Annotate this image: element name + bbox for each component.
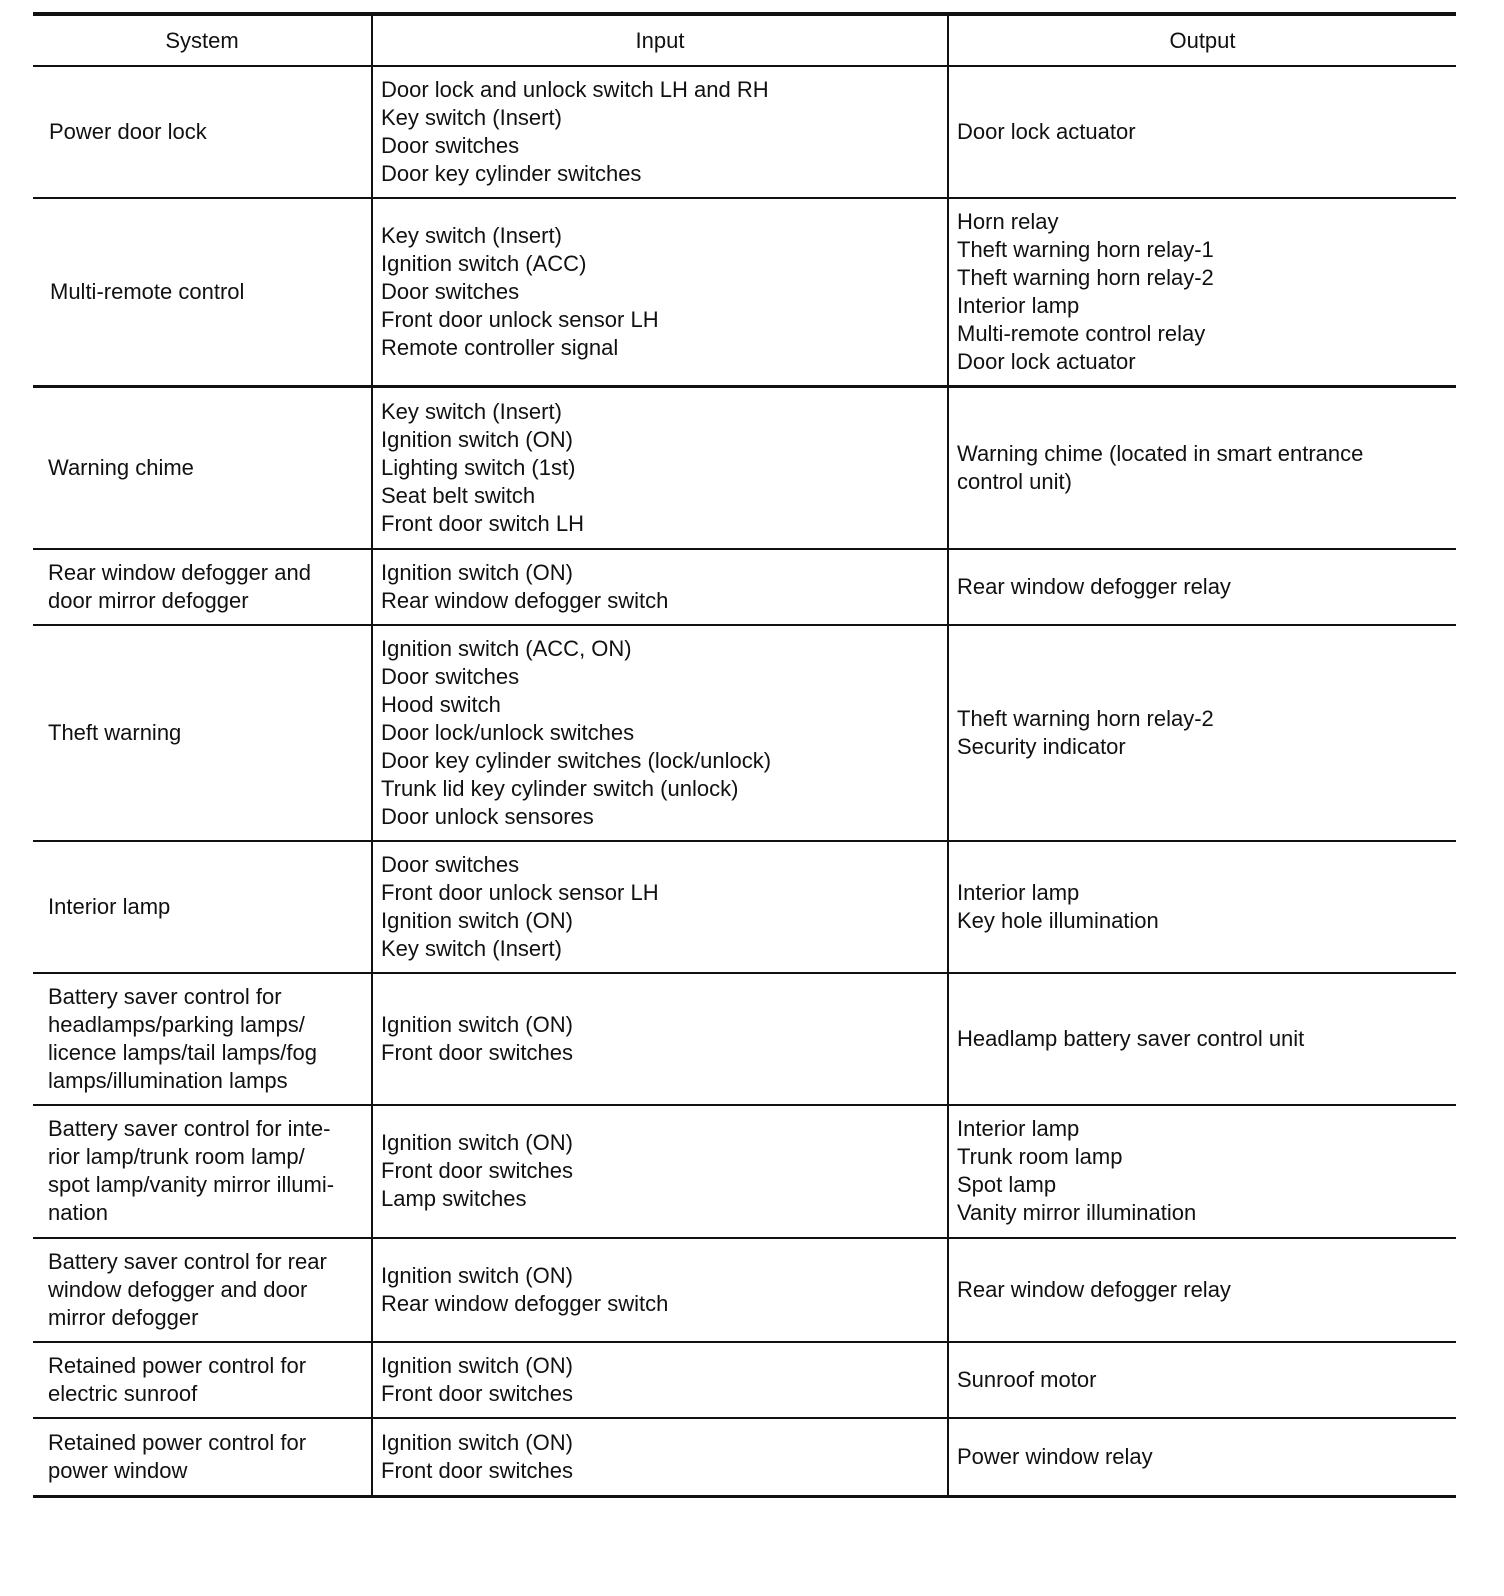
system-line: door mirror defogger bbox=[48, 587, 249, 613]
header-system: System bbox=[33, 14, 372, 66]
output-line: Multi-remote control relay bbox=[957, 321, 1206, 346]
system-line: window defogger and door bbox=[48, 1276, 308, 1302]
system-cell bbox=[33, 1238, 372, 1342]
input-cell bbox=[372, 1418, 948, 1497]
output-line: Door lock actuator bbox=[957, 119, 1136, 144]
input-line: Seat belt switch bbox=[381, 482, 536, 508]
system-line: Battery saver control for inte- bbox=[48, 1116, 331, 1141]
output-cell bbox=[948, 1105, 1456, 1238]
input-line: Ignition switch (ON) bbox=[381, 1352, 573, 1378]
system-line: mirror defogger bbox=[48, 1304, 199, 1330]
output-cell bbox=[948, 1238, 1456, 1342]
output-line: Rear window defogger relay bbox=[957, 1276, 1231, 1302]
system-line: Battery saver control for bbox=[48, 983, 282, 1009]
input-line: Ignition switch (ON) bbox=[381, 559, 573, 585]
output-line: Interior lamp bbox=[957, 879, 1080, 905]
system-cell bbox=[33, 625, 372, 841]
system-line: Multi-remote control bbox=[50, 279, 245, 304]
output-line: Warning chime (located in smart entrance bbox=[957, 440, 1364, 466]
table-row bbox=[33, 1105, 1456, 1238]
system-cell bbox=[33, 1342, 372, 1418]
output-line: Horn relay bbox=[957, 209, 1059, 234]
output-line: Interior lamp bbox=[957, 293, 1080, 318]
input-line: Lighting switch (1st) bbox=[381, 454, 576, 480]
output-line: Theft warning horn relay-2 bbox=[957, 265, 1214, 290]
input-line: Key switch (Insert) bbox=[381, 398, 562, 424]
input-line: Front door switches bbox=[381, 1039, 573, 1065]
header-input: Input bbox=[372, 14, 948, 66]
system-cell bbox=[33, 387, 372, 549]
system-line: Power door lock bbox=[49, 119, 207, 144]
output-line: Door lock actuator bbox=[957, 349, 1136, 374]
input-line: Door key cylinder switches bbox=[381, 161, 642, 186]
system-line: Retained power control for bbox=[48, 1429, 307, 1455]
output-cell bbox=[948, 625, 1456, 841]
table-row bbox=[33, 387, 1456, 549]
input-line: Ignition switch (ACC) bbox=[381, 251, 587, 276]
table-body bbox=[33, 66, 1456, 1497]
input-line: Front door unlock sensor LH bbox=[381, 307, 659, 332]
system-line: headlamps/parking lamps/ bbox=[48, 1011, 305, 1037]
input-line: Door lock/unlock switches bbox=[381, 719, 635, 745]
system-cell bbox=[33, 198, 372, 387]
input-line: Front door unlock sensor LH bbox=[381, 879, 659, 905]
table-header bbox=[33, 14, 1456, 66]
system-line: licence lamps/tail lamps/fog bbox=[48, 1039, 318, 1065]
input-line: Key switch (Insert) bbox=[381, 935, 562, 961]
input-line: Remote controller signal bbox=[381, 335, 619, 360]
input-cell bbox=[372, 841, 948, 973]
table-row bbox=[33, 625, 1456, 841]
input-line: Ignition switch (ACC, ON) bbox=[381, 635, 632, 661]
output-line: Theft warning horn relay-1 bbox=[957, 237, 1214, 262]
system-line: Rear window defogger and bbox=[48, 559, 311, 585]
output-cell bbox=[948, 1342, 1456, 1418]
system-io-table bbox=[33, 12, 1456, 1498]
input-line: Ignition switch (ON) bbox=[381, 1011, 573, 1037]
input-line: Rear window defogger switch bbox=[381, 1290, 669, 1316]
system-cell bbox=[33, 1418, 372, 1497]
input-cell bbox=[372, 1238, 948, 1342]
input-line: Ignition switch (ON) bbox=[381, 1429, 573, 1455]
output-line: Spot lamp bbox=[957, 1172, 1057, 1197]
output-line: Trunk room lamp bbox=[957, 1144, 1123, 1169]
input-cell bbox=[372, 387, 948, 549]
table-row bbox=[33, 973, 1456, 1105]
output-cell bbox=[948, 549, 1456, 625]
table-row bbox=[33, 66, 1456, 198]
input-line: Trunk lid key cylinder switch (unlock) bbox=[381, 775, 739, 801]
input-line: Front door switches bbox=[381, 1457, 573, 1483]
input-line: Door switches bbox=[381, 851, 520, 877]
output-line: Sunroof motor bbox=[957, 1366, 1097, 1392]
input-line: Door switches bbox=[381, 663, 520, 689]
input-line: Ignition switch (ON) bbox=[381, 1262, 573, 1288]
system-line: Theft warning bbox=[48, 719, 182, 745]
input-cell bbox=[372, 973, 948, 1105]
output-line: Vanity mirror illumination bbox=[957, 1200, 1197, 1225]
input-line: Rear window defogger switch bbox=[381, 587, 669, 613]
output-line: Theft warning horn relay-2 bbox=[957, 705, 1214, 731]
system-line: power window bbox=[48, 1457, 188, 1483]
system-cell bbox=[33, 841, 372, 973]
input-line: Front door switches bbox=[381, 1158, 573, 1183]
system-line: Battery saver control for rear bbox=[48, 1248, 327, 1274]
input-line: Lamp switches bbox=[381, 1186, 527, 1211]
output-line: Headlamp battery saver control unit bbox=[957, 1025, 1305, 1051]
input-line: Front door switches bbox=[381, 1380, 573, 1406]
system-line: spot lamp/vanity mirror illumi- bbox=[48, 1172, 335, 1197]
output-cell bbox=[948, 387, 1456, 549]
input-cell bbox=[372, 549, 948, 625]
input-cell bbox=[372, 198, 948, 387]
system-cell bbox=[33, 549, 372, 625]
input-line: Ignition switch (ON) bbox=[381, 426, 573, 452]
table-row bbox=[33, 198, 1456, 387]
system-line: Interior lamp bbox=[48, 893, 171, 919]
input-line: Hood switch bbox=[381, 691, 501, 717]
system-line: Warning chime bbox=[48, 454, 194, 480]
input-cell bbox=[372, 1342, 948, 1418]
input-cell bbox=[372, 625, 948, 841]
system-cell bbox=[33, 1105, 372, 1238]
system-io-table-container bbox=[33, 12, 1456, 1498]
table-row bbox=[33, 841, 1456, 973]
input-line: Ignition switch (ON) bbox=[381, 1130, 573, 1155]
header-output: Output bbox=[948, 14, 1456, 66]
system-cell bbox=[33, 973, 372, 1105]
input-line: Door switches bbox=[381, 279, 520, 304]
table-row bbox=[33, 1342, 1456, 1418]
output-line: Power window relay bbox=[957, 1443, 1153, 1469]
input-line: Door unlock sensores bbox=[381, 803, 594, 829]
input-line: Door key cylinder switches (lock/unlock) bbox=[381, 747, 772, 773]
input-line: Door switches bbox=[381, 133, 520, 158]
output-cell bbox=[948, 973, 1456, 1105]
header-row bbox=[33, 14, 1456, 66]
system-line: electric sunroof bbox=[48, 1380, 198, 1406]
output-line: Rear window defogger relay bbox=[957, 573, 1231, 599]
input-line: Door lock and unlock switch LH and RH bbox=[381, 77, 769, 102]
input-line: Key switch (Insert) bbox=[381, 105, 562, 130]
output-cell bbox=[948, 841, 1456, 973]
output-line: Key hole illumination bbox=[957, 907, 1159, 933]
system-cell bbox=[33, 66, 372, 198]
output-line: control unit) bbox=[957, 468, 1072, 494]
output-cell bbox=[948, 1418, 1456, 1497]
system-line: lamps/illumination lamps bbox=[48, 1067, 288, 1093]
output-cell bbox=[948, 66, 1456, 198]
system-line: Retained power control for bbox=[48, 1352, 307, 1378]
input-line: Key switch (Insert) bbox=[381, 223, 562, 248]
table-row bbox=[33, 549, 1456, 625]
table-row bbox=[33, 1418, 1456, 1497]
table-row bbox=[33, 1238, 1456, 1342]
input-cell bbox=[372, 66, 948, 198]
input-line: Front door switch LH bbox=[381, 510, 584, 536]
system-line: rior lamp/trunk room lamp/ bbox=[48, 1144, 305, 1169]
input-cell bbox=[372, 1105, 948, 1238]
output-line: Interior lamp bbox=[957, 1116, 1080, 1141]
input-line: Ignition switch (ON) bbox=[381, 907, 573, 933]
system-line: nation bbox=[48, 1200, 108, 1225]
output-line: Security indicator bbox=[957, 733, 1126, 759]
output-cell bbox=[948, 198, 1456, 387]
